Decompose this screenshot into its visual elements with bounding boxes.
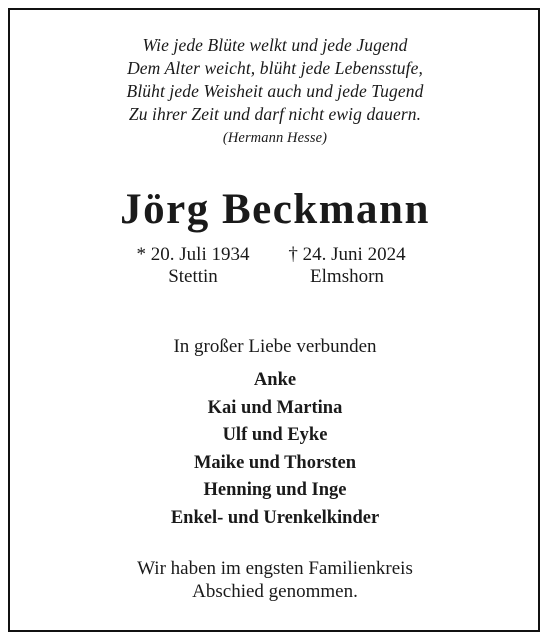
list-item: Henning und Inge: [203, 480, 347, 500]
death-date: † 24. Juni 2024: [288, 244, 406, 265]
closing-note: [0, 557, 550, 603]
mourners-list: [0, 367, 550, 532]
deceased-name: Jörg Beckmann: [120, 186, 430, 233]
birth-date: * 20. Juli 1934: [136, 244, 250, 265]
poem-line: Dem Alter weicht, blüht jede Lebensstufe,: [127, 58, 423, 78]
poem-line: Wie jede Blüte welkt und jede Jugend: [142, 35, 408, 55]
closing-line: Abschied genommen.: [192, 581, 358, 602]
poem-author: (Hermann Hesse): [222, 130, 328, 146]
mourners-intro: In großer Liebe verbunden: [173, 336, 377, 357]
poem-line: Zu ihrer Zeit und darf nicht ewig dauern.: [128, 104, 422, 124]
list-item: Anke: [253, 370, 297, 390]
list-item: Enkel- und Urenkelkinder: [170, 507, 380, 528]
death-place: Elmshorn: [310, 266, 384, 287]
list-item: Maike und Thorsten: [193, 452, 357, 473]
closing-line: Wir haben im engsten Familienkreis: [137, 558, 413, 579]
birth-place: Stettin: [168, 266, 218, 287]
poem-line: Blüht jede Weisheit auch und jede Tugend: [126, 81, 424, 101]
birth-info: [113, 244, 273, 288]
death-info: [273, 244, 421, 288]
list-item: Ulf und Eyke: [222, 425, 328, 445]
list-item: Kai und Martina: [207, 397, 343, 418]
poem-quote: [0, 34, 550, 150]
